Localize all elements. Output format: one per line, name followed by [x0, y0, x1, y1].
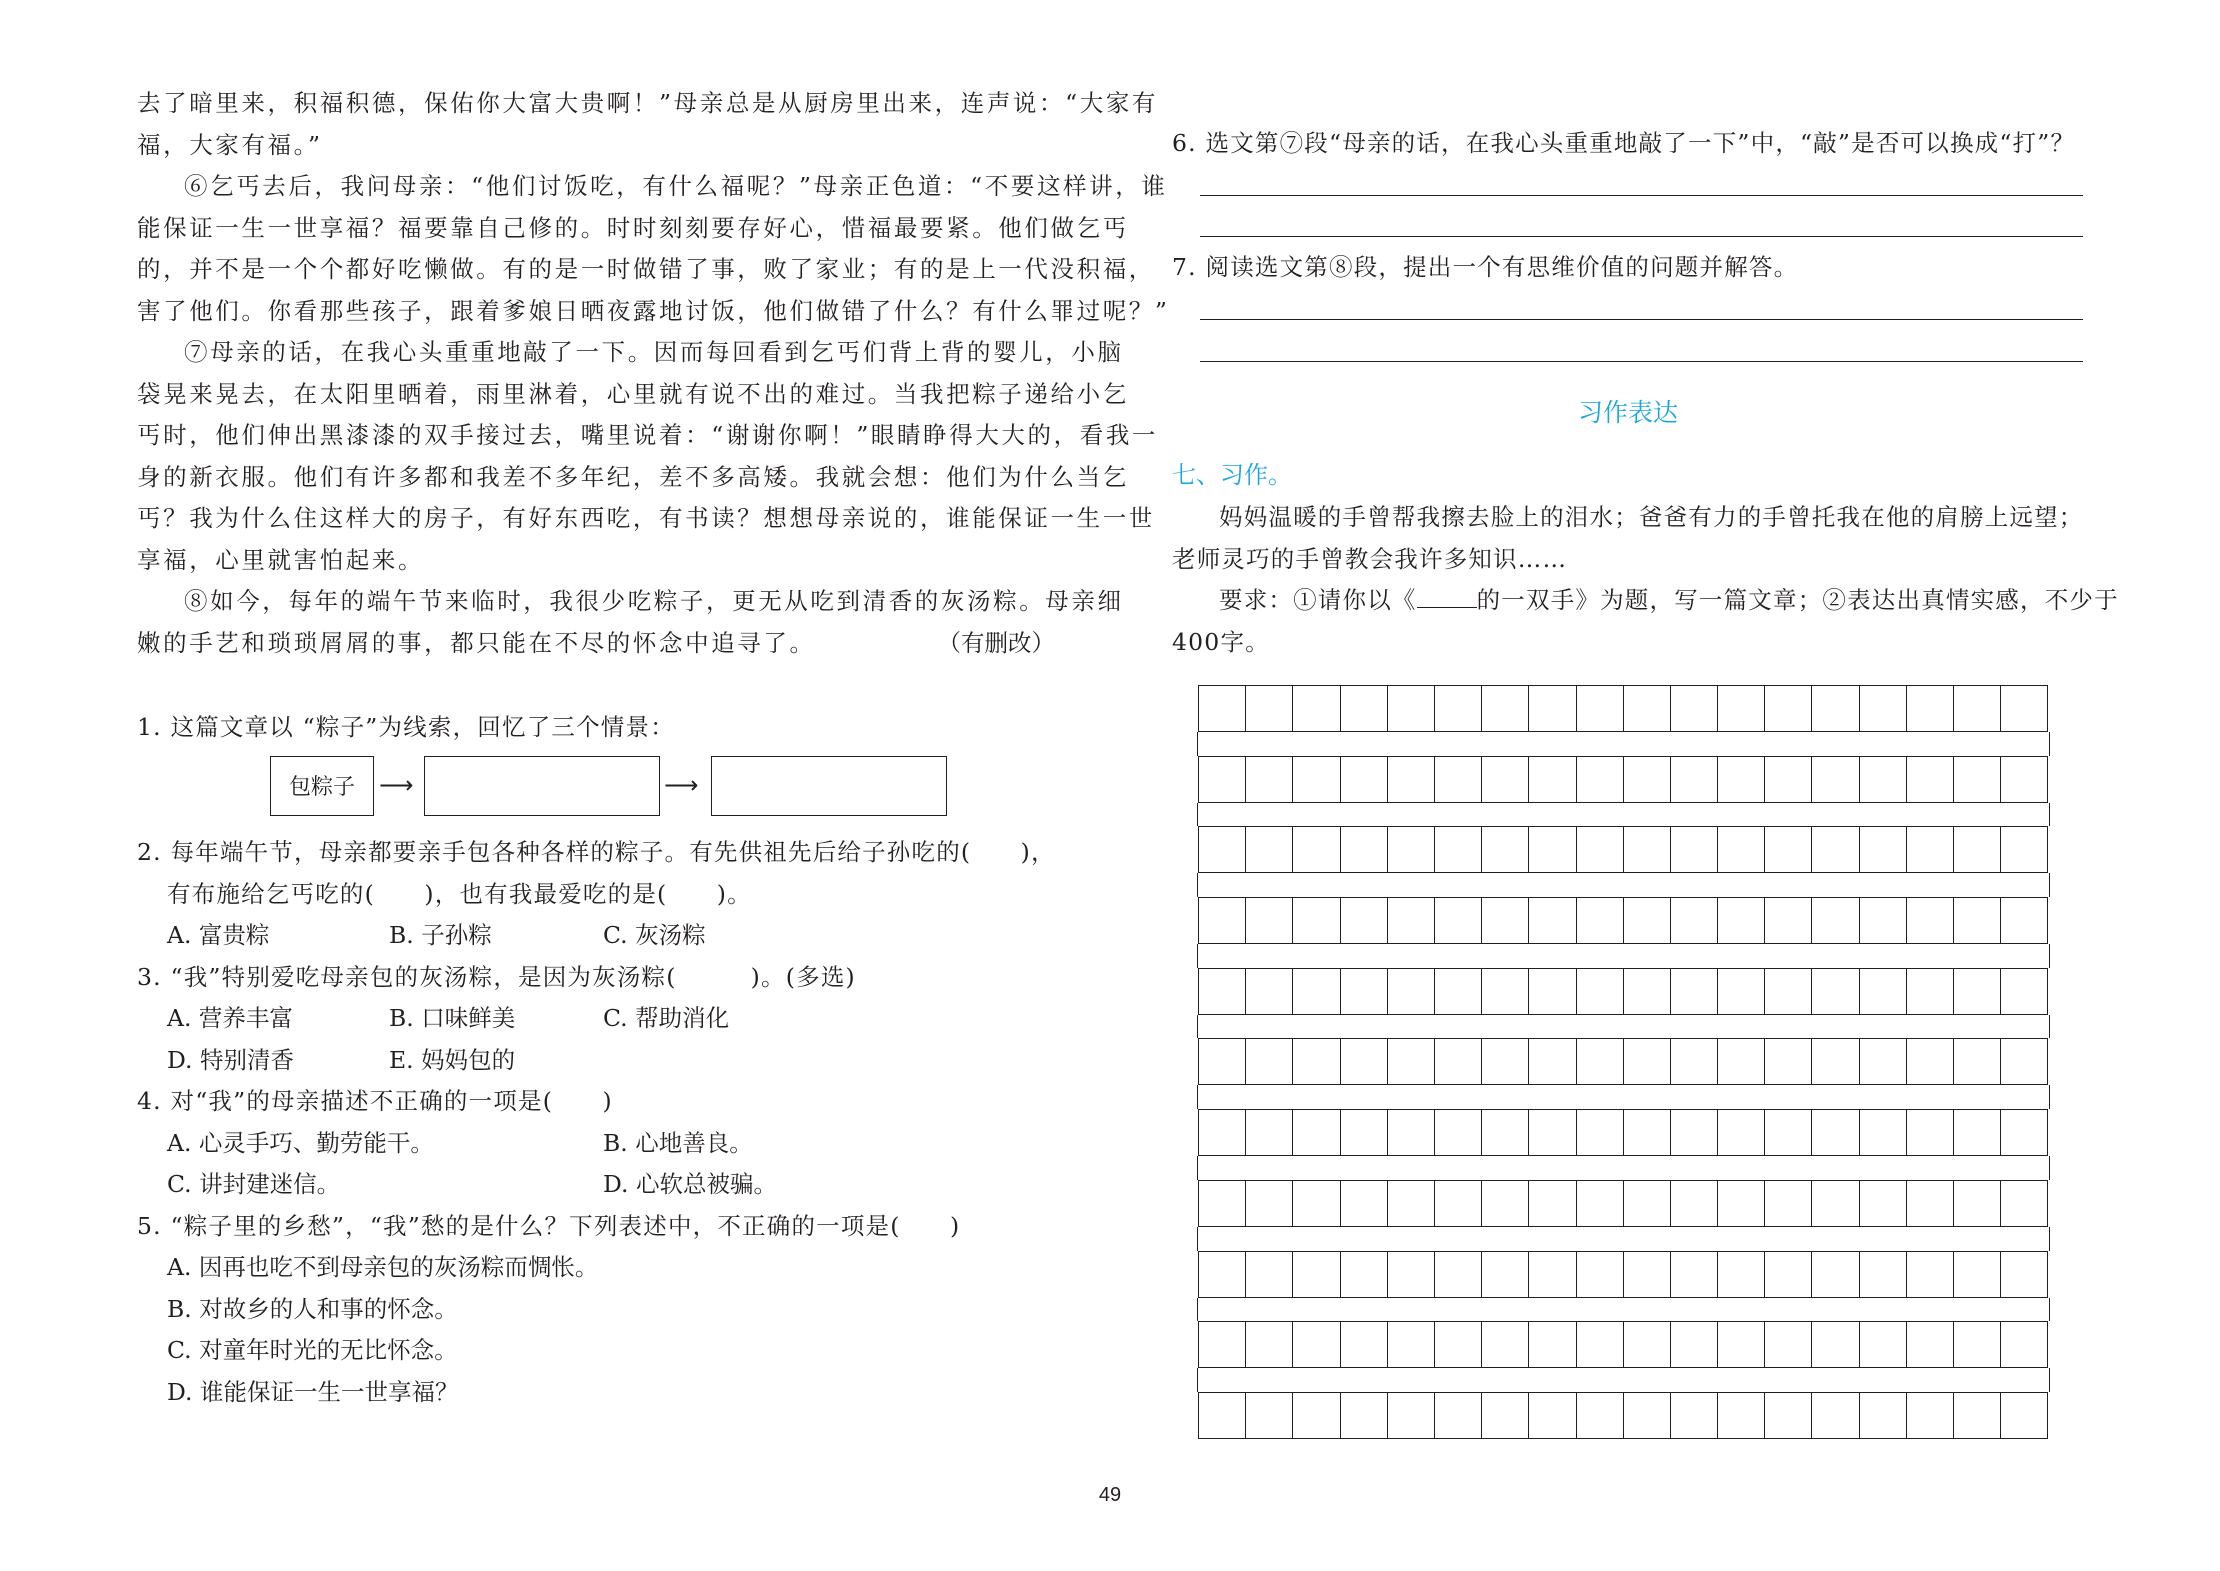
grid-cell[interactable]	[2001, 1180, 2048, 1227]
grid-cell[interactable]	[1812, 897, 1859, 944]
question-4-stem: 4. 对“我”的母亲描述不正确的一项是( )	[137, 1087, 613, 1115]
grid-cell[interactable]	[1341, 685, 1388, 732]
grid-cell[interactable]	[1435, 1392, 1482, 1439]
grid-cell[interactable]	[1671, 1392, 1718, 1439]
passage-line: 丐？我为什么住这样大的房子，有好东西吃，有书读？想想母亲说的，谁能保证一生一世	[137, 504, 1155, 532]
grid-cell[interactable]	[1671, 826, 1718, 873]
grid-cell[interactable]	[1718, 897, 1765, 944]
grid-cell[interactable]	[1388, 756, 1435, 803]
writing-requirements-cont: 400字。	[1172, 628, 1270, 656]
grid-cell[interactable]	[1624, 756, 1671, 803]
grid-cell[interactable]	[1293, 897, 1340, 944]
grid-cell[interactable]	[1435, 1321, 1482, 1368]
question-5-stem: 5. “粽子里的乡愁”，“我”愁的是什么？下列表述中，不正确的一项是( )	[137, 1212, 961, 1240]
grid-cell[interactable]	[1624, 1251, 1671, 1298]
grid-cell[interactable]	[1293, 1251, 1340, 1298]
grid-cell[interactable]	[1293, 1321, 1340, 1368]
grid-cell[interactable]	[1954, 1251, 2001, 1298]
passage-line: 身的新衣服。他们有许多都和我差不多年纪，差不多高矮。我就会想：他们为什么当乞	[137, 463, 1129, 491]
grid-cell[interactable]	[1341, 826, 1388, 873]
grid-cell[interactable]	[1293, 1038, 1340, 1085]
grid-cell[interactable]	[2001, 685, 2048, 732]
grid-cell[interactable]	[1812, 968, 1859, 1015]
grid-cell[interactable]	[2001, 897, 2048, 944]
grid-cell[interactable]	[1435, 685, 1482, 732]
grid-cell[interactable]	[2001, 1392, 2048, 1439]
grid-row	[1198, 826, 2048, 873]
grid-row	[1198, 1392, 2048, 1439]
grid-row	[1198, 1109, 2048, 1156]
grid-cell[interactable]	[1624, 1180, 1671, 1227]
q4-option-b[interactable]: B. 心地善良。	[603, 1129, 753, 1157]
grid-cell[interactable]	[1907, 756, 1954, 803]
question-6-stem: 6. 选文第⑦段“母亲的话，在我心头重重地敲了一下”中，“敲”是否可以换成“打”？	[1172, 129, 2076, 157]
grid-cell[interactable]	[1624, 897, 1671, 944]
q6-answer-line[interactable]	[1200, 195, 2083, 196]
grid-cell[interactable]	[1529, 897, 1576, 944]
grid-cell[interactable]	[1671, 968, 1718, 1015]
grid-cell[interactable]	[1907, 826, 1954, 873]
flow-box-3-answer[interactable]	[711, 756, 947, 816]
grid-cell[interactable]	[1624, 1392, 1671, 1439]
grid-cell[interactable]	[1765, 1109, 1812, 1156]
writing-prompt-line-1: 妈妈温暖的手曾帮我擦去脸上的泪水；爸爸有力的手曾托我在他的肩膀上远望；	[1219, 503, 2084, 531]
grid-cell[interactable]	[2001, 1038, 2048, 1085]
grid-cell[interactable]	[2001, 826, 2048, 873]
grid-cell[interactable]	[1529, 1251, 1576, 1298]
grid-cell[interactable]	[1435, 756, 1482, 803]
flow-box-1	[270, 756, 374, 816]
grid-cell[interactable]	[1954, 1392, 2001, 1439]
grid-cell[interactable]	[1765, 1038, 1812, 1085]
grid-cell[interactable]	[1907, 1038, 1954, 1085]
grid-cell[interactable]	[1907, 897, 1954, 944]
grid-cell[interactable]	[1529, 685, 1576, 732]
grid-cell[interactable]	[1482, 1109, 1529, 1156]
grid-row	[1198, 756, 2048, 803]
passage-paragraph-7: ⑦母亲的话，在我心头重重地敲了一下。因而每回看到乞丐们背上背的婴儿，小脑	[184, 338, 1124, 366]
q7-answer-line[interactable]	[1200, 361, 2083, 362]
grid-cell[interactable]	[1482, 968, 1529, 1015]
grid-cell[interactable]	[1482, 1251, 1529, 1298]
grid-cell[interactable]	[1435, 1109, 1482, 1156]
grid-cell[interactable]	[1812, 756, 1859, 803]
grid-cell[interactable]	[1907, 968, 1954, 1015]
grid-cell[interactable]	[1388, 1392, 1435, 1439]
grid-cell[interactable]	[1435, 968, 1482, 1015]
grid-cell[interactable]	[1199, 1392, 1246, 1439]
flow-box-1-text: 包粽子	[288, 775, 355, 800]
q3-option-b[interactable]: B. 口味鲜美	[389, 1004, 516, 1032]
grid-cell[interactable]	[1341, 1251, 1388, 1298]
req-after-blank: 的一双手》为题，写一篇文章；②表达出真情实感，不少于	[1476, 586, 2119, 614]
grid-cell[interactable]	[2001, 756, 2048, 803]
grid-cell[interactable]	[1482, 1038, 1529, 1085]
passage-line: 享福，心里就害怕起来。	[137, 546, 425, 574]
grid-cell[interactable]	[1907, 685, 1954, 732]
grid-cell[interactable]	[1765, 1321, 1812, 1368]
grid-cell[interactable]	[1388, 1180, 1435, 1227]
grid-cell[interactable]	[1341, 1392, 1388, 1439]
grid-cell[interactable]	[1954, 826, 2001, 873]
grid-cell[interactable]	[1293, 685, 1340, 732]
grid-cell[interactable]	[1529, 1109, 1576, 1156]
grid-cell[interactable]	[1199, 968, 1246, 1015]
grid-cell[interactable]	[1765, 1251, 1812, 1298]
grid-cell[interactable]	[1954, 685, 2001, 732]
grid-cell[interactable]	[1529, 1180, 1576, 1227]
q2-option-b[interactable]: B. 子孙粽	[389, 921, 492, 949]
passage-line: 福，大家有福。”	[137, 131, 323, 159]
grid-cell[interactable]	[1293, 1392, 1340, 1439]
q5-option-b[interactable]: B. 对故乡的人和事的怀念。	[167, 1295, 458, 1323]
grid-cell[interactable]	[1812, 1251, 1859, 1298]
passage-line: 能保证一生一世享福？福要靠自己修的。时时刻刻要存好心，惜福最要紧。他们做乞丐	[137, 214, 1129, 242]
grid-cell[interactable]	[1388, 968, 1435, 1015]
grid-cell[interactable]	[1954, 756, 2001, 803]
grid-cell[interactable]	[1293, 1109, 1340, 1156]
grid-cell[interactable]	[1765, 826, 1812, 873]
grid-cell[interactable]	[1671, 1321, 1718, 1368]
grid-cell[interactable]	[1246, 685, 1293, 732]
grid-row	[1198, 1180, 2048, 1227]
grid-cell[interactable]	[1671, 1251, 1718, 1298]
q3-option-d[interactable]: D. 特别清香	[167, 1046, 294, 1074]
grid-cell[interactable]	[1860, 756, 1907, 803]
grid-cell[interactable]	[1907, 1321, 1954, 1368]
grid-cell[interactable]	[2001, 1321, 2048, 1368]
grid-cell[interactable]	[1812, 826, 1859, 873]
grid-cell[interactable]	[1246, 897, 1293, 944]
passage-line: 袋晃来晃去，在太阳里晒着，雨里淋着，心里就有说不出的难过。当我把粽子递给小乞	[137, 380, 1129, 408]
q4-option-d[interactable]: D. 心软总被骗。	[603, 1170, 777, 1198]
question-3-stem: 3. “我”特别爱吃母亲包的灰汤粽，是因为灰汤粽( )。(多选)	[137, 963, 856, 991]
grid-cell[interactable]	[1293, 1180, 1340, 1227]
grid-cell[interactable]	[1624, 1321, 1671, 1368]
grid-cell[interactable]	[1671, 897, 1718, 944]
grid-cell[interactable]	[1671, 756, 1718, 803]
passage-line: 丐时，他们伸出黑漆漆的双手接过去，嘴里说着：“谢谢你啊！”眼睛睁得大大的，看我一	[137, 421, 1159, 449]
q6-answer-line[interactable]	[1200, 236, 2083, 237]
grid-cell[interactable]	[1529, 756, 1576, 803]
grid-cell[interactable]	[1482, 756, 1529, 803]
q2-option-a[interactable]: A. 富贵粽	[167, 921, 270, 949]
grid-cell[interactable]	[1199, 1321, 1246, 1368]
page-number: 49	[1098, 1484, 1122, 1506]
grid-cell[interactable]	[1341, 756, 1388, 803]
grid-cell[interactable]	[1954, 897, 2001, 944]
grid-cell[interactable]	[1293, 826, 1340, 873]
grid-cell[interactable]	[1341, 1180, 1388, 1227]
question-2-stem: 2. 每年端午节，母亲都要亲手包各种各样的粽子。有先供祖先后给子孙吃的( )，	[137, 838, 1056, 866]
grid-cell[interactable]	[1860, 1109, 1907, 1156]
q4-option-c[interactable]: C. 讲封建迷信。	[167, 1170, 341, 1198]
grid-cell[interactable]	[1341, 968, 1388, 1015]
grid-cell[interactable]	[1860, 1251, 1907, 1298]
grid-cell[interactable]	[1246, 756, 1293, 803]
grid-cell[interactable]	[1482, 1180, 1529, 1227]
grid-cell[interactable]	[1907, 1392, 1954, 1439]
grid-row	[1198, 968, 2048, 1015]
grid-cell[interactable]	[1718, 756, 1765, 803]
grid-cell[interactable]	[1765, 756, 1812, 803]
grid-cell[interactable]	[2001, 1251, 2048, 1298]
grid-row	[1198, 1038, 2048, 1085]
q3-option-e[interactable]: E. 妈妈包的	[389, 1046, 516, 1074]
grid-cell[interactable]	[1671, 1038, 1718, 1085]
grid-cell[interactable]	[1907, 1109, 1954, 1156]
grid-cell[interactable]	[1812, 1392, 1859, 1439]
grid-cell[interactable]	[1341, 1109, 1388, 1156]
q3-option-a[interactable]: A. 营养丰富	[167, 1004, 293, 1032]
grid-cell[interactable]	[1954, 1321, 2001, 1368]
grid-cell[interactable]	[1671, 685, 1718, 732]
grid-cell[interactable]	[1577, 826, 1624, 873]
grid-cell[interactable]	[1435, 897, 1482, 944]
grid-cell[interactable]	[1577, 1251, 1624, 1298]
passage-line: 嫩的手艺和琐琐屑屑的事，都只能在不尽的怀念中追寻了。	[137, 629, 816, 657]
part-title: 七、习作。	[1172, 461, 1292, 489]
grid-cell[interactable]	[1718, 1321, 1765, 1368]
grid-cell[interactable]	[1765, 1392, 1812, 1439]
arrow-right-icon: ⟶	[379, 771, 414, 799]
grid-cell[interactable]	[1199, 1109, 1246, 1156]
grid-cell[interactable]	[1860, 1180, 1907, 1227]
grid-cell[interactable]	[1199, 826, 1246, 873]
grid-cell[interactable]	[1199, 685, 1246, 732]
passage-line: 害了他们。你看那些孩子，跟着爹娘日晒夜露地讨饭，他们做错了什么？有什么罪过呢？”	[137, 297, 1170, 325]
grid-cell[interactable]	[1577, 897, 1624, 944]
req-before-blank: 要求：①请你以《	[1219, 586, 1417, 614]
grid-cell[interactable]	[1246, 1321, 1293, 1368]
grid-cell[interactable]	[1860, 897, 1907, 944]
q7-answer-line[interactable]	[1200, 319, 2083, 320]
grid-cell[interactable]	[1529, 1321, 1576, 1368]
grid-cell[interactable]	[1765, 968, 1812, 1015]
grid-cell[interactable]	[1529, 968, 1576, 1015]
grid-cell[interactable]	[1812, 1109, 1859, 1156]
grid-cell[interactable]	[2001, 1109, 2048, 1156]
grid-cell[interactable]	[1907, 1180, 1954, 1227]
grid-cell[interactable]	[1860, 1392, 1907, 1439]
flow-box-2-answer[interactable]	[424, 756, 660, 816]
grid-cell[interactable]	[2001, 968, 2048, 1015]
grid-cell[interactable]	[1388, 1321, 1435, 1368]
grid-cell[interactable]	[1293, 968, 1340, 1015]
title-blank[interactable]	[1417, 585, 1477, 608]
grid-cell[interactable]	[1482, 685, 1529, 732]
q4-option-a[interactable]: A. 心灵手巧、勤劳能干。	[167, 1129, 434, 1157]
grid-cell[interactable]	[1718, 685, 1765, 732]
grid-cell[interactable]	[1199, 1251, 1246, 1298]
grid-cell[interactable]	[1577, 756, 1624, 803]
grid-cell[interactable]	[1482, 1321, 1529, 1368]
grid-cell[interactable]	[1199, 1038, 1246, 1085]
passage-line: 的，并不是一个个都好吃懒做。有的是一时做错了事，败了家业；有的是上一代没积福，	[137, 255, 1155, 283]
grid-cell[interactable]	[1671, 1109, 1718, 1156]
grid-cell[interactable]	[1388, 1251, 1435, 1298]
grid-cell[interactable]	[1907, 1251, 1954, 1298]
grid-cell[interactable]	[1529, 1038, 1576, 1085]
grid-cell[interactable]	[1812, 1180, 1859, 1227]
question-2-stem-cont: 有布施给乞丐吃的( )，也有我最爱吃的是( )。	[167, 880, 752, 908]
grid-cell[interactable]	[1435, 826, 1482, 873]
grid-cell[interactable]	[1482, 897, 1529, 944]
grid-cell[interactable]	[1765, 897, 1812, 944]
grid-cell[interactable]	[1860, 826, 1907, 873]
grid-cell[interactable]	[1624, 968, 1671, 1015]
grid-cell[interactable]	[1718, 1109, 1765, 1156]
grid-cell[interactable]	[1246, 1109, 1293, 1156]
grid-cell[interactable]	[1246, 826, 1293, 873]
grid-cell[interactable]	[1199, 756, 1246, 803]
grid-cell[interactable]	[1954, 1180, 2001, 1227]
grid-cell[interactable]	[1812, 1038, 1859, 1085]
grid-cell[interactable]	[1860, 1321, 1907, 1368]
grid-cell[interactable]	[1765, 1180, 1812, 1227]
grid-cell[interactable]	[1812, 1321, 1859, 1368]
grid-cell[interactable]	[1388, 897, 1435, 944]
grid-cell[interactable]	[1246, 1392, 1293, 1439]
grid-row	[1198, 897, 2048, 944]
q5-option-d[interactable]: D. 谁能保证一生一世享福？	[167, 1378, 459, 1406]
grid-cell[interactable]	[1860, 1038, 1907, 1085]
grid-cell[interactable]	[1671, 1180, 1718, 1227]
passage-paragraph-8: ⑧如今，每年的端午节来临时，我很少吃粽子，更无从吃到清香的灰汤粽。母亲细	[184, 587, 1124, 615]
grid-cell[interactable]	[1718, 1038, 1765, 1085]
grid-cell[interactable]	[1624, 1109, 1671, 1156]
grid-cell[interactable]	[1199, 1180, 1246, 1227]
grid-row	[1198, 1251, 2048, 1298]
q2-option-c[interactable]: C. 灰汤粽	[603, 921, 706, 949]
grid-cell[interactable]	[1529, 826, 1576, 873]
grid-cell[interactable]	[1388, 685, 1435, 732]
grid-cell[interactable]	[1199, 897, 1246, 944]
q5-option-c[interactable]: C. 对童年时光的无比怀念。	[167, 1336, 458, 1364]
q5-option-a[interactable]: A. 因再也吃不到母亲包的灰汤粽而惆怅。	[167, 1253, 599, 1281]
grid-cell[interactable]	[1954, 968, 2001, 1015]
grid-cell[interactable]	[1624, 826, 1671, 873]
grid-cell[interactable]	[1624, 1038, 1671, 1085]
grid-cell[interactable]	[1341, 897, 1388, 944]
passage-paragraph-6: ⑥乞丐去后，我问母亲：“他们讨饭吃，有什么福呢？”母亲正色道：“不要这样讲，谁	[184, 172, 1168, 200]
composition-grid[interactable]	[1198, 685, 2048, 1439]
grid-cell[interactable]	[1529, 1392, 1576, 1439]
grid-cell[interactable]	[1435, 1180, 1482, 1227]
grid-cell[interactable]	[1954, 1038, 2001, 1085]
grid-cell[interactable]	[1293, 756, 1340, 803]
grid-cell[interactable]	[1954, 1109, 2001, 1156]
grid-cell[interactable]	[1718, 968, 1765, 1015]
grid-cell[interactable]	[1860, 685, 1907, 732]
grid-cell[interactable]	[1246, 1038, 1293, 1085]
grid-cell[interactable]	[1718, 1392, 1765, 1439]
grid-cell[interactable]	[1482, 1392, 1529, 1439]
grid-cell[interactable]	[1860, 968, 1907, 1015]
grid-cell[interactable]	[1577, 1180, 1624, 1227]
source-attribution: （有删改）	[937, 629, 1055, 657]
writing-requirements	[1172, 585, 2119, 615]
grid-cell[interactable]	[1482, 826, 1529, 873]
grid-cell[interactable]	[1388, 1038, 1435, 1085]
grid-row	[1198, 685, 2048, 732]
grid-cell[interactable]	[1577, 1109, 1624, 1156]
grid-cell[interactable]	[1718, 826, 1765, 873]
grid-cell[interactable]	[1718, 1180, 1765, 1227]
section-title: 习作表达	[1577, 398, 1678, 427]
grid-cell[interactable]	[1341, 1038, 1388, 1085]
grid-cell[interactable]	[1388, 826, 1435, 873]
grid-cell[interactable]	[1577, 968, 1624, 1015]
grid-cell[interactable]	[1577, 685, 1624, 732]
grid-cell[interactable]	[1624, 685, 1671, 732]
grid-cell[interactable]	[1246, 1251, 1293, 1298]
grid-cell[interactable]	[1577, 1392, 1624, 1439]
grid-cell[interactable]	[1577, 1038, 1624, 1085]
grid-cell[interactable]	[1388, 1109, 1435, 1156]
q3-option-c[interactable]: C. 帮助消化	[603, 1004, 730, 1032]
arrow-right-icon: ⟶	[664, 771, 699, 799]
grid-cell[interactable]	[1435, 1038, 1482, 1085]
passage-line: 去了暗里来，积福积德，保佑你大富大贵啊！”母亲总是从厨房里出来，连声说：“大家有	[137, 89, 1159, 117]
question-1-stem: 1. 这篇文章以 “粽子”为线索，回忆了三个情景：	[137, 713, 675, 741]
grid-row	[1198, 1321, 2048, 1368]
grid-cell[interactable]	[1246, 1180, 1293, 1227]
grid-cell[interactable]	[1718, 1251, 1765, 1298]
writing-prompt-line-2: 老师灵巧的手曾教会我许多知识……	[1172, 545, 1568, 573]
grid-cell[interactable]	[1577, 1321, 1624, 1368]
grid-cell[interactable]	[1246, 968, 1293, 1015]
question-7-stem: 7. 阅读选文第⑧段，提出一个有思维价值的问题并解答。	[1172, 253, 1799, 281]
grid-cell[interactable]	[1812, 685, 1859, 732]
grid-cell[interactable]	[1341, 1321, 1388, 1368]
grid-cell[interactable]	[1765, 685, 1812, 732]
grid-cell[interactable]	[1435, 1251, 1482, 1298]
